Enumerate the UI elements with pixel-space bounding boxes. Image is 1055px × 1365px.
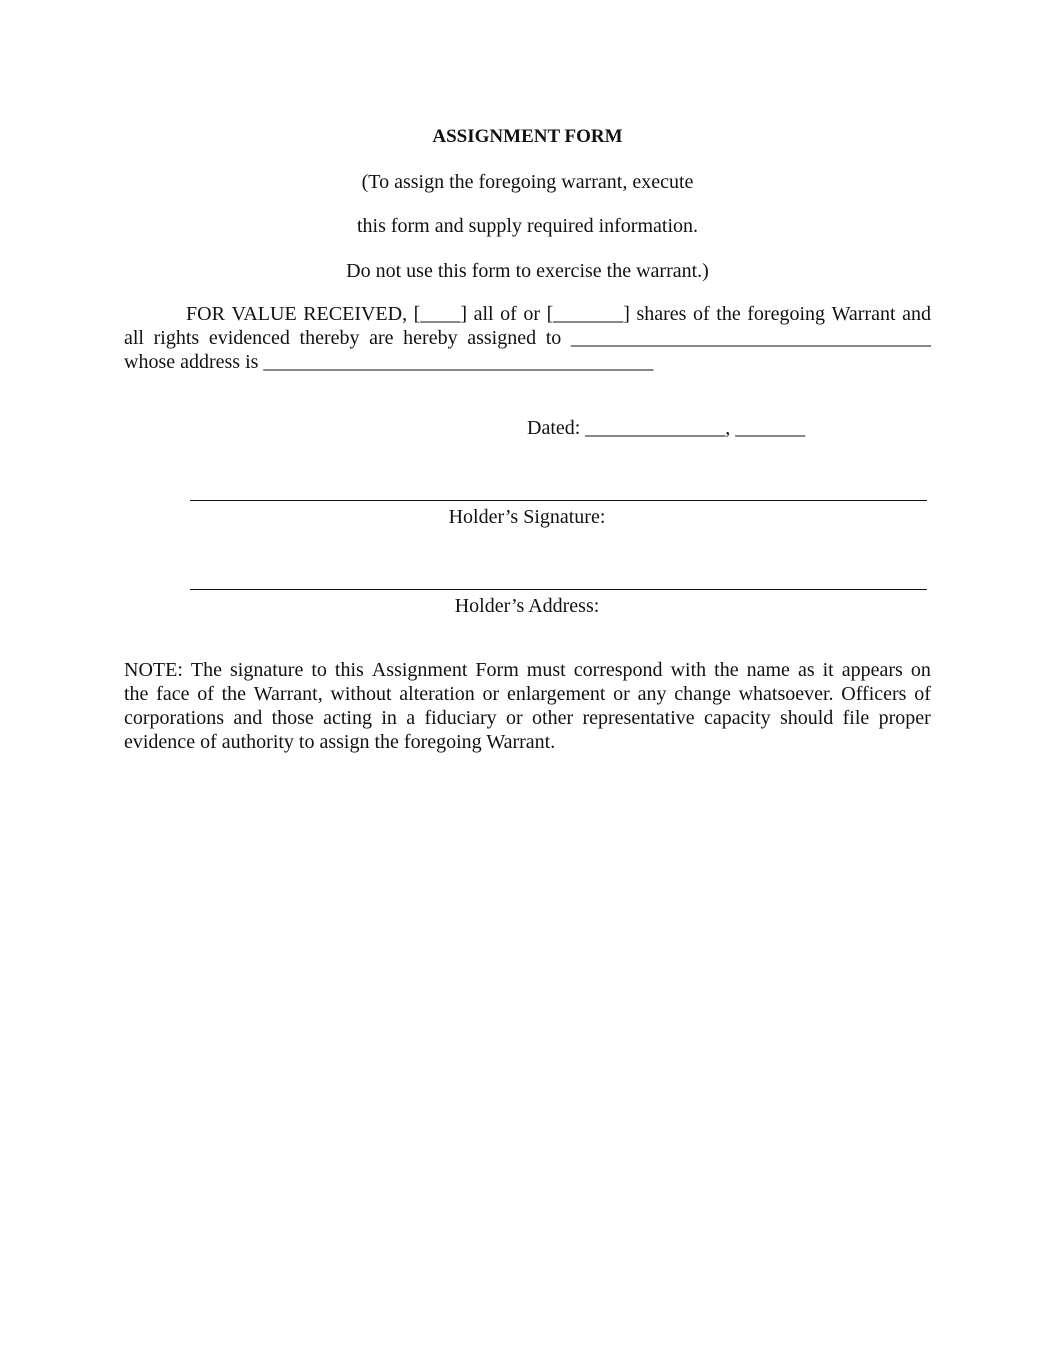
intro-line-3: Do not use this form to exercise the warrant.) (346, 260, 709, 282)
word: the (716, 303, 741, 325)
word: or (613, 683, 630, 705)
holder-signature-label: Holder’s Signature: (448, 506, 606, 528)
word: a (406, 707, 416, 729)
assignment-line-1 (124, 302, 931, 326)
word: the (124, 683, 149, 705)
word: proper (878, 707, 931, 729)
word: signature (230, 659, 304, 681)
word: shares (636, 303, 687, 325)
word: should (779, 707, 834, 729)
address-rule (190, 589, 927, 590)
word: on (910, 659, 931, 681)
word: fiduciary (424, 707, 497, 729)
word: alteration (399, 683, 475, 705)
word: [_______] (546, 303, 630, 325)
word: foregoing (747, 303, 826, 325)
word: change (674, 683, 731, 705)
word: RECEIVED, (303, 303, 408, 325)
word: all (473, 303, 494, 325)
word: correspond (573, 659, 663, 681)
word: thereby (299, 327, 360, 349)
holder-address-label: Holder’s Address: (454, 595, 600, 617)
word: hereby (403, 327, 458, 349)
word: are (369, 327, 394, 349)
word: without (330, 683, 392, 705)
assignment-line-3: whose address is _______________________________________ (124, 351, 654, 373)
word: ____________________________________ (570, 327, 931, 349)
word: all (124, 327, 144, 349)
word: any (637, 683, 667, 705)
word: those (271, 707, 314, 729)
word: NOTE: (124, 659, 183, 681)
word: the (714, 659, 739, 681)
intro-line-1: (To assign the foregoing warrant, execute (361, 171, 694, 193)
word: acting (323, 707, 372, 729)
note-line-1 (124, 658, 931, 682)
word: the (221, 683, 247, 705)
word: of (500, 303, 517, 325)
note-line-2 (124, 682, 931, 706)
word: Warrant, (253, 683, 323, 705)
word: Assignment (371, 659, 468, 681)
word: assigned (467, 327, 537, 349)
word: Officers (841, 683, 907, 705)
word: name (746, 659, 790, 681)
intro-line-2: this form and supply required information. (356, 215, 699, 237)
word: The (190, 659, 222, 681)
word: enlargement (506, 683, 606, 705)
word: as (797, 659, 815, 681)
word: this (334, 659, 364, 681)
word: [____] (413, 303, 467, 325)
word: rights (153, 327, 200, 349)
word: of (693, 303, 710, 325)
word: in (381, 707, 397, 729)
word: face (156, 683, 190, 705)
word: of (914, 683, 931, 705)
word: or (482, 683, 500, 705)
signature-rule (190, 500, 927, 501)
word: with (670, 659, 707, 681)
assignment-paragraph (124, 302, 931, 374)
word: evidenced (208, 327, 290, 349)
word: or (506, 707, 523, 729)
word: to (311, 659, 327, 681)
word: FOR (186, 303, 225, 325)
word: or (523, 303, 541, 325)
word: of (197, 683, 214, 705)
word: VALUE (231, 303, 297, 325)
note-line-3 (124, 706, 931, 730)
word: and (902, 303, 931, 325)
word: whatsoever. (738, 683, 834, 705)
word: appears (841, 659, 903, 681)
word: Warrant (831, 303, 896, 325)
word: file (842, 707, 870, 729)
word: other (532, 707, 574, 729)
note-line-4: evidence of authority to assign the foregoing Warrant. (124, 731, 556, 753)
word: to (545, 327, 562, 349)
note-paragraph (124, 658, 931, 754)
word: it (822, 659, 834, 681)
word: must (526, 659, 566, 681)
dated-line: Dated: ______________, _______ (527, 417, 806, 439)
word: capacity (703, 707, 771, 729)
word: Form (475, 659, 519, 681)
form-title: ASSIGNMENT FORM (432, 126, 623, 147)
assignment-line-2 (124, 326, 931, 350)
word: and (233, 707, 263, 729)
word: representative (582, 707, 695, 729)
word: corporations (124, 707, 224, 729)
